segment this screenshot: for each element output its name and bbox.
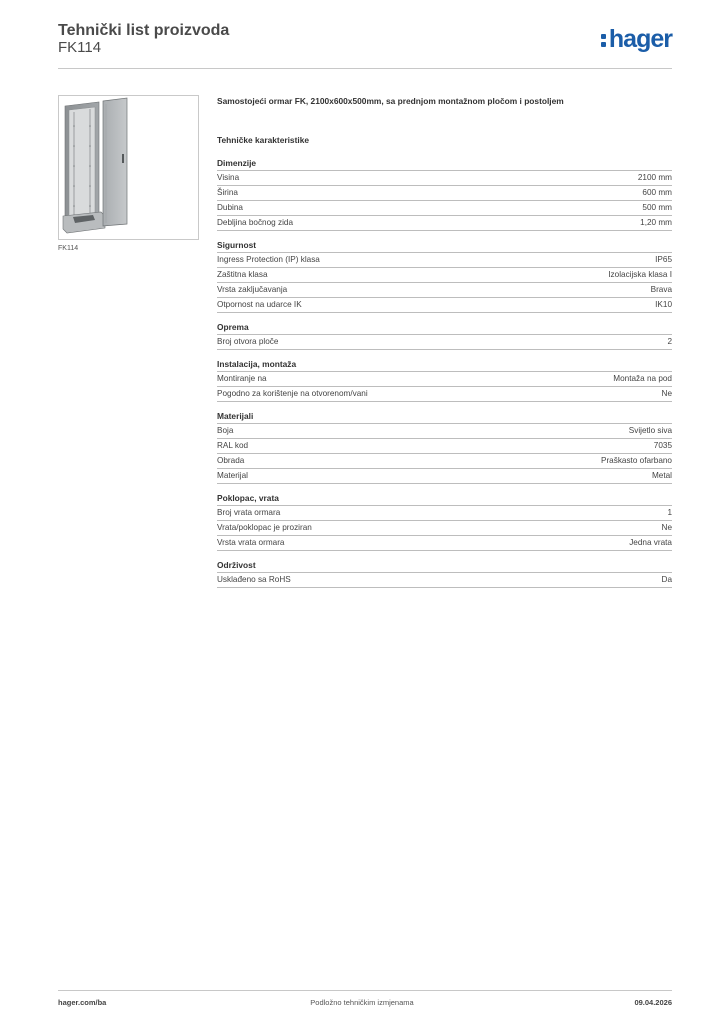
product-code: FK114 xyxy=(58,39,102,56)
spec-row xyxy=(217,521,672,536)
spec-row xyxy=(217,298,672,313)
spec-label: RAL kod xyxy=(217,441,249,450)
spec-value: 7035 xyxy=(653,441,672,450)
logo-mark-icon xyxy=(601,32,607,49)
spec-row xyxy=(217,186,672,201)
spec-group xyxy=(217,559,672,588)
spec-label: Usklađeno sa RoHS xyxy=(217,575,291,584)
spec-group xyxy=(217,157,672,231)
spec-value: 2 xyxy=(667,337,672,346)
spec-label: Visina xyxy=(217,173,240,182)
header-divider xyxy=(58,68,672,69)
spec-row xyxy=(217,469,672,484)
spec-label: Otpornost na udarce IK xyxy=(217,300,302,309)
spec-row xyxy=(217,335,672,350)
spec-label: Pogodno za korištenje na otvorenom/vani xyxy=(217,389,368,398)
spec-row xyxy=(217,372,672,387)
spec-label: Zaštitna klasa xyxy=(217,270,268,279)
footer-website-link[interactable]: hager.com/ba xyxy=(58,998,107,1007)
spec-value: Svijetlo siva xyxy=(628,426,672,435)
footer-disclaimer: Podložno tehničkim izmjenama xyxy=(310,998,414,1007)
spec-label: Montiranje na xyxy=(217,374,267,383)
image-caption: FK114 xyxy=(58,245,79,252)
spec-label: Vrsta zaključavanja xyxy=(217,285,288,294)
spec-value: IP65 xyxy=(655,255,672,264)
spec-label: Ingress Protection (IP) klasa xyxy=(217,255,320,264)
spec-group xyxy=(217,358,672,402)
spec-label: Vrata/poklopac je proziran xyxy=(217,523,312,532)
spec-value: Metal xyxy=(651,471,672,480)
spec-group-title: Dimenzije xyxy=(217,157,672,171)
spec-value: 2100 mm xyxy=(637,173,672,182)
spec-row xyxy=(217,439,672,454)
spec-value: Montaža na pod xyxy=(613,374,672,383)
spec-row xyxy=(217,573,672,588)
spec-value: Da xyxy=(661,575,672,584)
spec-value: 500 mm xyxy=(642,203,672,212)
spec-label: Vrsta vrata ormara xyxy=(217,538,285,547)
spec-label: Broj vrata ormara xyxy=(217,508,281,517)
spec-value: Brava xyxy=(650,285,672,294)
spec-label: Širina xyxy=(217,188,238,197)
spec-value: 600 mm xyxy=(642,188,672,197)
hager-logo[interactable] xyxy=(601,24,672,54)
spec-row xyxy=(217,201,672,216)
spec-row xyxy=(217,424,672,439)
spec-group xyxy=(217,321,672,350)
product-image xyxy=(58,95,199,240)
spec-value: Jedna vrata xyxy=(629,538,672,547)
spec-groups xyxy=(217,157,672,588)
spec-row xyxy=(217,454,672,469)
document-title: Tehnički list proizvoda xyxy=(58,22,230,39)
spec-group-title: Oprema xyxy=(217,321,672,335)
spec-value: Ne xyxy=(661,523,672,532)
spec-label: Materijal xyxy=(217,471,248,480)
spec-value: 1,20 mm xyxy=(640,218,672,227)
product-description: Samostojeći ormar FK, 2100x600x500mm, sa prednjom montažnom pločom i postoljem xyxy=(217,96,564,106)
spec-group-title: Instalacija, montaža xyxy=(217,358,672,372)
spec-value: Praškasto ofarbano xyxy=(600,456,672,465)
spec-label: Boja xyxy=(217,426,234,435)
spec-group-title: Materijali xyxy=(217,410,672,424)
spec-group-title: Poklopac, vrata xyxy=(217,492,672,506)
footer-date: 09.04.2026 xyxy=(634,998,672,1007)
spec-value: Ne xyxy=(661,389,672,398)
spec-group xyxy=(217,492,672,551)
spec-row xyxy=(217,268,672,283)
page-header xyxy=(58,20,672,68)
spec-label: Debljina bočnog zida xyxy=(217,218,294,227)
logo-text: hager xyxy=(608,25,672,53)
floor-standing-cabinet-image xyxy=(59,96,198,239)
spec-group-title: Sigurnost xyxy=(217,239,672,253)
spec-row xyxy=(217,216,672,231)
spec-label: Obrada xyxy=(217,456,245,465)
spec-value: 1 xyxy=(667,508,672,517)
spec-value: IK10 xyxy=(655,300,672,309)
spec-row xyxy=(217,506,672,521)
spec-row xyxy=(217,253,672,268)
section-heading: Tehničke karakteristike xyxy=(217,135,310,145)
spec-label: Broj otvora ploče xyxy=(217,337,279,346)
spec-group-title: Održivost xyxy=(217,559,672,573)
spec-row xyxy=(217,387,672,402)
spec-row xyxy=(217,536,672,551)
spec-value: Izolacijska klasa I xyxy=(608,270,672,279)
spec-group xyxy=(217,239,672,313)
spec-group xyxy=(217,410,672,484)
technical-specifications xyxy=(217,95,672,596)
spec-row xyxy=(217,171,672,186)
footer-divider xyxy=(58,990,672,991)
spec-row xyxy=(217,283,672,298)
spec-label: Dubina xyxy=(217,203,243,212)
